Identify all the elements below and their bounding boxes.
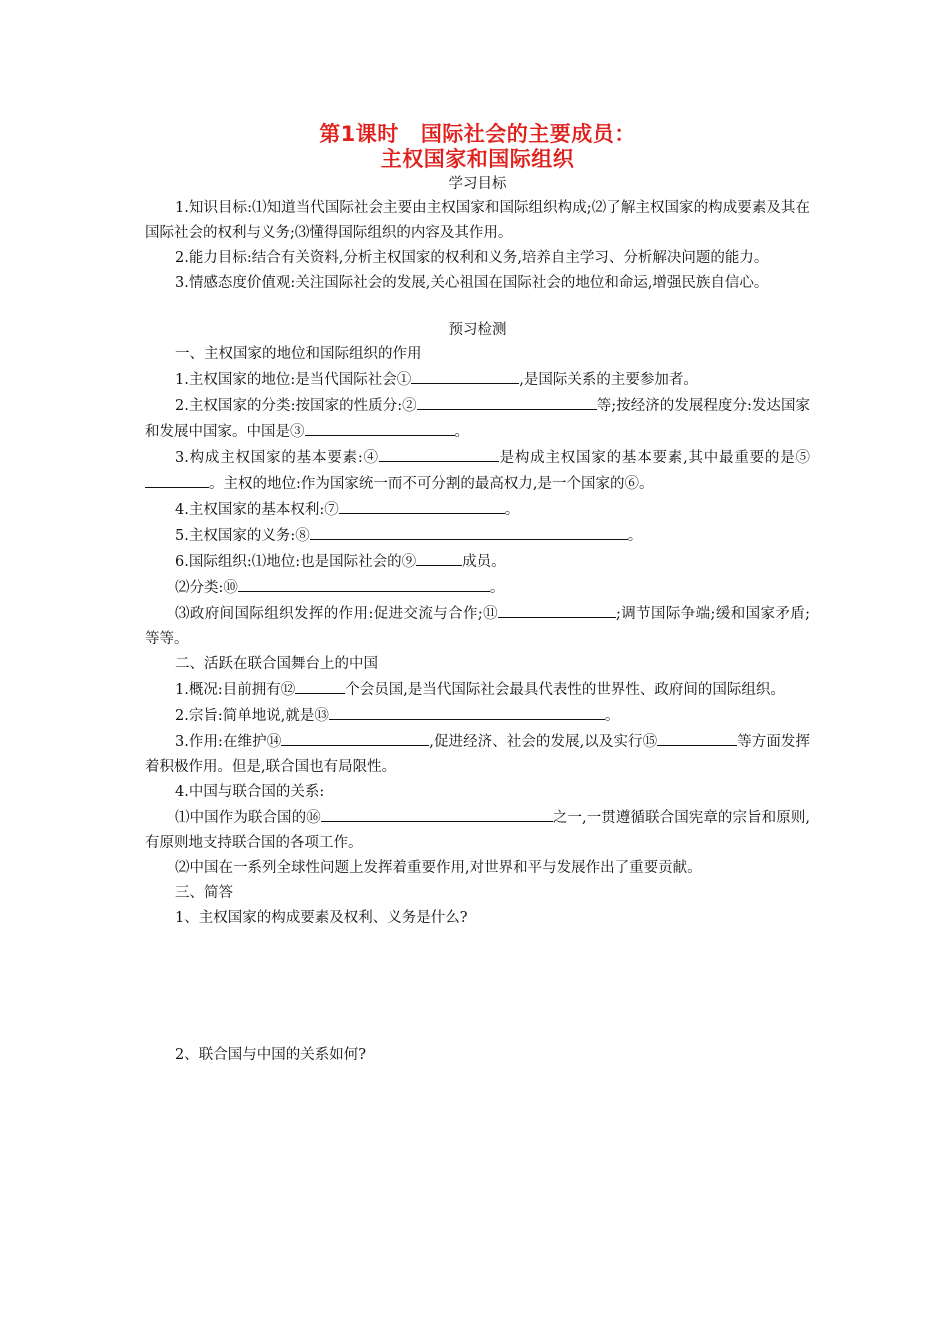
blank-12[interactable] (295, 677, 345, 694)
blank-13[interactable] (329, 703, 605, 720)
question-1-2: 2.主权国家的分类:按国家的性质分:② 等;按经济的发展程度分:发达国家和发展中国家。中国是③ 。 (145, 393, 810, 445)
blank-2[interactable] (417, 393, 597, 410)
objective-attitude: 3.情感态度价值观:关注国际社会的发展,关心祖国在国际社会的地位和命运,增强民族自信心。 (175, 275, 769, 291)
answer-space-1[interactable] (145, 931, 810, 1043)
lesson-number: 第1课时 (319, 122, 399, 146)
objectives-heading: 学习目标 (448, 176, 507, 192)
lesson-title-line1: 国际社会的主要成员： (420, 122, 636, 146)
blank-10[interactable] (238, 575, 490, 592)
short-answer-2: 2、联合国与中国的关系如何? (175, 1047, 366, 1063)
part2-heading: 二、活跃在联合国舞台上的中国 (175, 656, 378, 672)
worksheet-page (145, 122, 810, 1068)
question-2-4: 4.中国与联合国的关系: (175, 784, 325, 800)
question-2-4-2: ⑵中国在一系列全球性问题上发挥着重要作用,对世界和平与发展作出了重要贡献。 (175, 860, 702, 876)
question-1-1: 1.主权国家的地位:是当代国际社会① ,是国际关系的主要参加者。 (145, 367, 810, 393)
lesson-title-line2: 主权国家和国际组织 (380, 147, 575, 171)
question-2-4-1: ⑴中国作为联合国的⑯ 之一,一贯遵循联合国宪章的宗旨和原则,有原则地支持联合国的各项工作。 (145, 805, 810, 856)
objective-ability: 2.能力目标:结合有关资料,分析主权国家的权利和义务,培养自主学习、分析解决问题的能力。 (175, 250, 769, 266)
short-answer-1: 1、主权国家的构成要素及权利、义务是什么? (175, 910, 468, 926)
question-1-6-classes: ⑵分类:⑩ 。 (145, 575, 810, 601)
question-2-1: 1.概况:目前拥有⑫ 个会员国,是当代国际社会最具代表性的世界性、政府间的国际组织。 (145, 677, 810, 703)
question-2-2: 2.宗旨:简单地说,就是⑬ 。 (145, 703, 810, 729)
question-1-4: 4.主权国家的基本权利:⑦ 。 (145, 497, 810, 523)
objective-knowledge: 1.知识目标:⑴知道当代国际社会主要由主权国家和国际组织构成;⑵了解主权国家的构成要素及其在国际社会的权利与义务;⑶懂得国际组织的内容及其作用。 (145, 200, 810, 241)
blank-3[interactable] (305, 419, 455, 436)
blank-16[interactable] (321, 805, 553, 822)
blank-15[interactable] (657, 729, 737, 746)
blank-5[interactable] (145, 471, 209, 488)
question-1-5: 5.主权国家的义务:⑧ 。 (145, 523, 810, 549)
blank-8[interactable] (310, 523, 628, 540)
blank-11[interactable] (498, 601, 616, 618)
blank-7[interactable] (339, 497, 505, 514)
question-1-6-role: ⑶政府间国际组织发挥的作用:促进交流与合作;⑪ ;调节国际争端;缓和国家矛盾;等等。 (145, 601, 810, 652)
blank-14[interactable] (281, 729, 429, 746)
blank-1[interactable] (411, 367, 519, 384)
lesson-title (145, 122, 810, 172)
part1-heading: 一、主权国家的地位和国际组织的作用 (175, 346, 422, 362)
question-1-3: 3.构成主权国家的基本要素:④ 是构成主权国家的基本要素,其中最重要的是⑤。主权的地位:作为国家统一而不可分割的最高权力,是一个国家的⑥。 (145, 445, 810, 497)
part3-heading: 三、简答 (175, 885, 233, 901)
blank-4[interactable] (379, 445, 499, 462)
preview-heading: 预习检测 (448, 322, 507, 338)
question-2-3: 3.作用:在维护⑭ ,促进经济、社会的发展,以及实行⑮ 等方面发挥着积极作用。但是,联合国也有局限性。 (145, 729, 810, 780)
question-1-6: 6.国际组织:⑴地位:也是国际社会的⑨ 成员。 (145, 549, 810, 575)
blank-9[interactable] (416, 549, 462, 566)
